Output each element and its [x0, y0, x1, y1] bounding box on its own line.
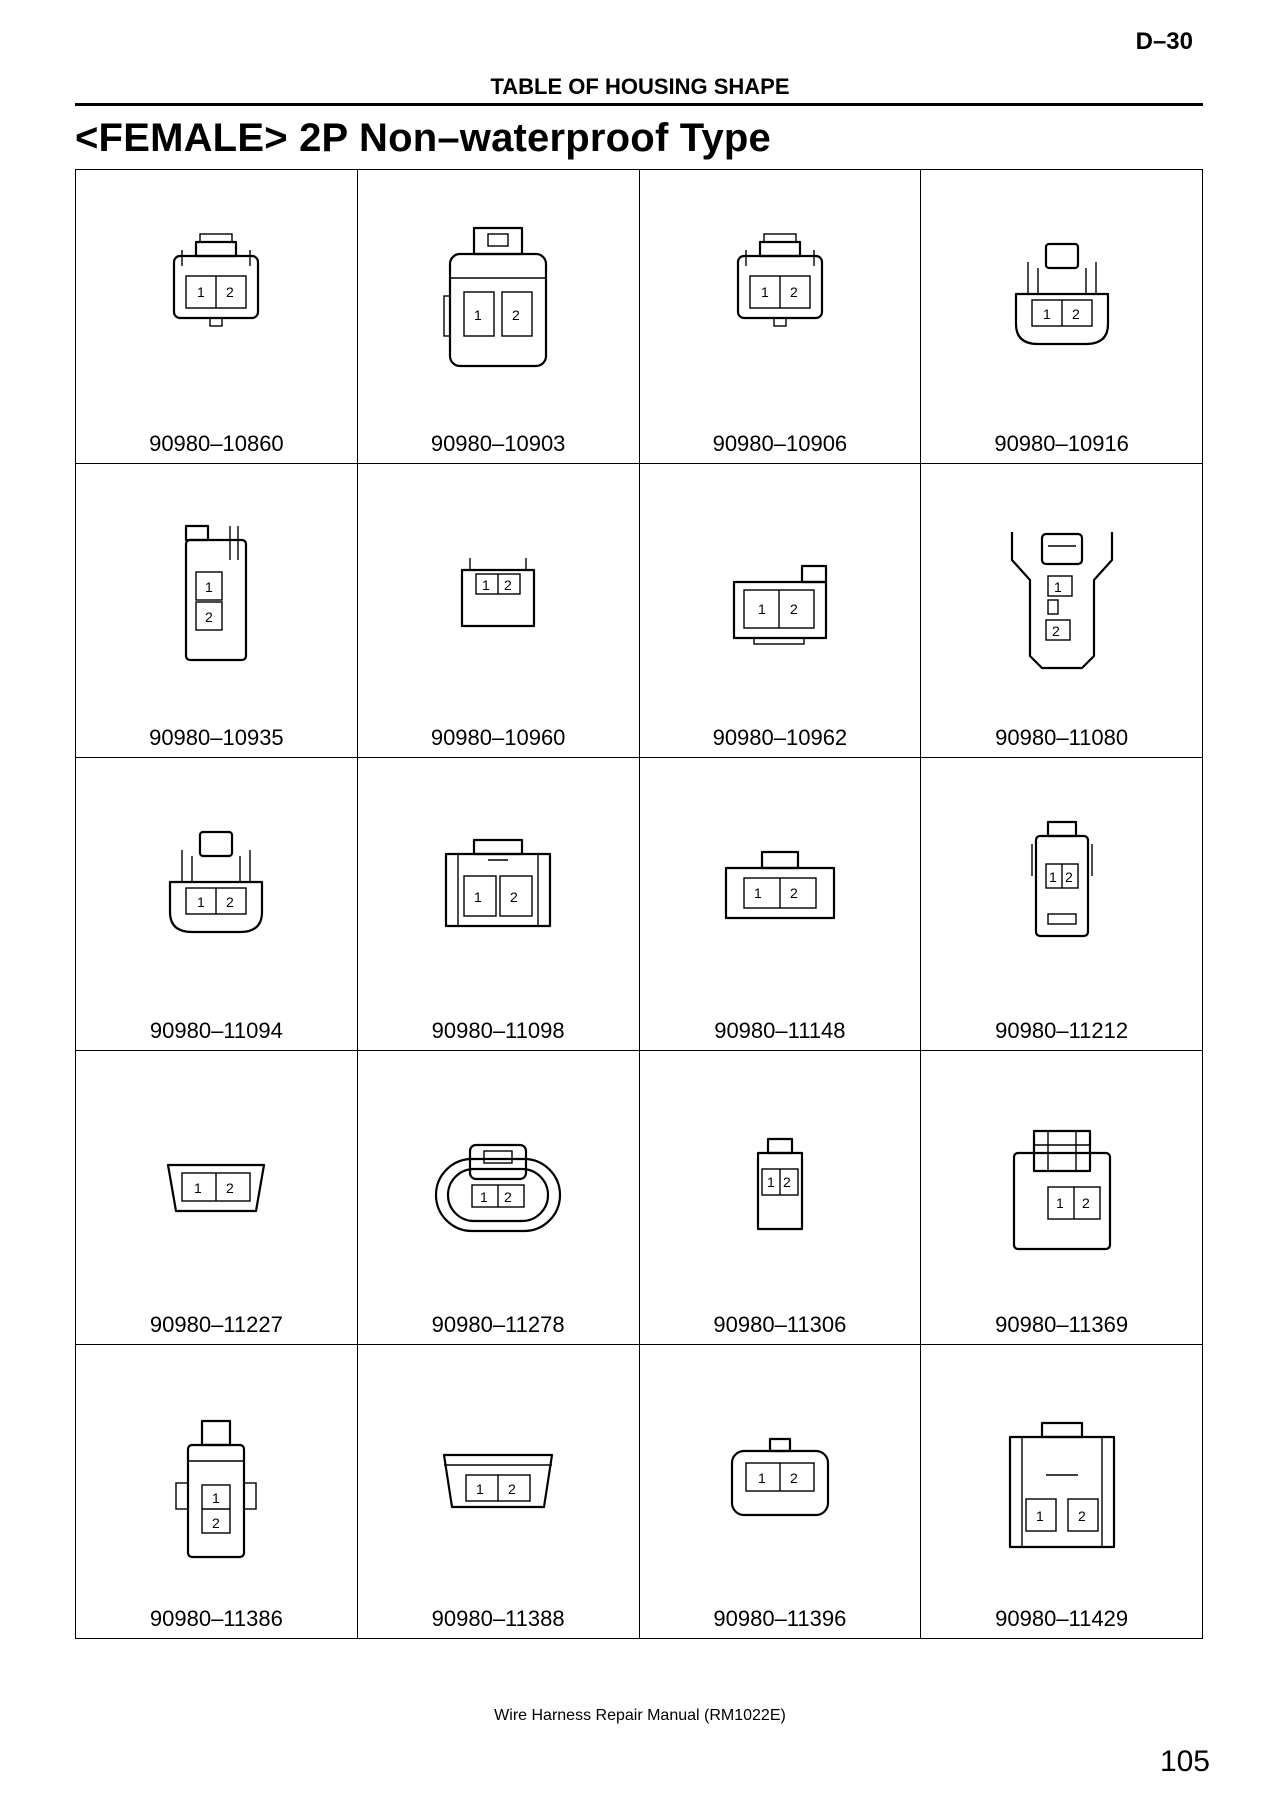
connector-cell — [921, 1345, 1203, 1639]
connector-cell — [921, 1051, 1203, 1345]
part-number: 90980–10916 — [994, 430, 1129, 456]
connector-housing-diagram — [428, 226, 568, 386]
footer-manual-title: Wire Harness Repair Manual (RM1022E) — [494, 1707, 786, 1724]
pin-label-2: 2 — [226, 1180, 235, 1197]
pin-label-2: 2 — [782, 1174, 791, 1191]
connector-cell — [640, 464, 922, 758]
pin-label-2: 2 — [789, 600, 798, 617]
connector-cell — [76, 170, 358, 464]
part-number: 90980–10906 — [712, 430, 848, 456]
pin-label-2: 2 — [789, 1470, 798, 1487]
pin-label-1: 1 — [474, 307, 482, 323]
part-number: 90980–11148 — [714, 1018, 846, 1044]
part-number: 90980–10960 — [430, 724, 566, 750]
pin-label-1: 1 — [197, 284, 206, 300]
connector-housing-diagram — [146, 1107, 286, 1267]
connector-housing-diagram — [428, 1107, 568, 1267]
pin-label-1: 1 — [760, 284, 769, 300]
pin-label-1: 1 — [757, 1470, 766, 1487]
connector-housing-diagram — [992, 1401, 1132, 1561]
connector-cell — [921, 464, 1203, 758]
connector-housing-diagram — [146, 226, 286, 386]
pin-label-1: 1 — [1048, 868, 1057, 885]
part-number: 90980–10903 — [430, 430, 566, 456]
connector-cell — [358, 758, 640, 1052]
connector-cell — [358, 1345, 640, 1639]
section-title: TABLE OF HOUSING SHAPE — [490, 74, 790, 99]
part-number: 90980–11098 — [431, 1018, 565, 1044]
pin-label-1: 1 — [482, 576, 490, 593]
part-number: 90980–11094 — [149, 1018, 283, 1044]
pin-label-2: 2 — [1051, 622, 1060, 639]
pin-label-1: 1 — [1042, 306, 1051, 322]
part-number: 90980–10962 — [712, 724, 848, 750]
pin-label-2: 2 — [1077, 1508, 1086, 1525]
part-number: 90980–11369 — [995, 1312, 1129, 1338]
part-number: 90980–11386 — [149, 1605, 283, 1631]
pin-label-1: 1 — [194, 1180, 203, 1197]
page-number: 105 — [1159, 1745, 1210, 1778]
connector-cell — [640, 170, 922, 464]
part-number: 90980–11306 — [713, 1312, 847, 1338]
pin-label-2: 2 — [226, 284, 235, 300]
connector-cell — [640, 758, 922, 1052]
pin-label-2: 2 — [226, 893, 235, 910]
connector-housing-diagram — [992, 814, 1132, 974]
connector-cell — [921, 758, 1203, 1052]
connector-housing-diagram — [428, 814, 568, 974]
connector-cell — [76, 1345, 358, 1639]
pin-label-1: 1 — [1035, 1508, 1044, 1525]
pin-label-1: 1 — [1053, 578, 1062, 595]
pin-label-1: 1 — [212, 1490, 221, 1507]
part-number: 90980–11080 — [995, 724, 1129, 750]
pin-label-2: 2 — [789, 884, 798, 901]
page-code: D–30 — [1135, 28, 1193, 55]
connector-cell — [640, 1051, 922, 1345]
pin-label-2: 2 — [512, 307, 520, 323]
pin-label-1: 1 — [205, 578, 214, 595]
connector-housing-diagram — [146, 1401, 286, 1561]
connector-cell — [640, 1345, 922, 1639]
pin-label-2: 2 — [504, 1189, 512, 1206]
pin-label-2: 2 — [789, 284, 798, 300]
pin-label-1: 1 — [753, 884, 762, 901]
pin-label-1: 1 — [757, 600, 766, 617]
pin-label-2: 2 — [508, 1481, 516, 1498]
pin-label-1: 1 — [766, 1174, 775, 1191]
connector-table — [75, 169, 1203, 1639]
connector-housing-diagram — [710, 226, 850, 386]
connector-housing-diagram — [428, 520, 568, 680]
pin-label-2: 2 — [1081, 1195, 1090, 1212]
connector-cell — [76, 464, 358, 758]
connector-housing-diagram — [146, 814, 286, 974]
connector-housing-diagram — [146, 520, 286, 680]
part-number: 90980–11388 — [431, 1605, 565, 1631]
part-number: 90980–10860 — [149, 430, 284, 456]
part-number: 90980–10935 — [149, 724, 284, 750]
pin-label-1: 1 — [480, 1189, 488, 1206]
part-number: 90980–11227 — [149, 1312, 283, 1338]
connector-housing-diagram — [428, 1401, 568, 1561]
connector-housing-diagram — [992, 520, 1132, 680]
connector-cell — [358, 170, 640, 464]
pin-label-2: 2 — [504, 576, 512, 593]
connector-housing-diagram — [710, 1401, 850, 1561]
connector-cell — [358, 464, 640, 758]
part-number: 90980–11429 — [995, 1605, 1129, 1631]
part-number: 90980–11278 — [431, 1312, 565, 1338]
pin-label-2: 2 — [1071, 306, 1080, 322]
pin-label-2: 2 — [212, 1515, 221, 1532]
pin-label-1: 1 — [197, 893, 206, 910]
part-number: 90980–11396 — [713, 1605, 847, 1631]
connector-housing-diagram — [992, 226, 1132, 386]
pin-label-2: 2 — [1064, 868, 1073, 885]
page-title: <FEMALE> 2P Non–waterproof Type — [75, 116, 771, 160]
connector-housing-diagram — [710, 520, 850, 680]
pin-label-2: 2 — [510, 888, 518, 905]
header-rule — [75, 103, 1203, 106]
pin-label-1: 1 — [474, 888, 482, 905]
part-number: 90980–11212 — [995, 1018, 1129, 1044]
connector-cell — [921, 170, 1203, 464]
pin-label-1: 1 — [476, 1481, 484, 1498]
connector-housing-diagram — [992, 1107, 1132, 1267]
connector-housing-diagram — [710, 814, 850, 974]
pin-label-2: 2 — [205, 608, 214, 625]
connector-cell — [76, 1051, 358, 1345]
connector-cell — [76, 758, 358, 1052]
connector-cell — [358, 1051, 640, 1345]
connector-housing-diagram — [710, 1107, 850, 1267]
pin-label-1: 1 — [1055, 1195, 1064, 1212]
